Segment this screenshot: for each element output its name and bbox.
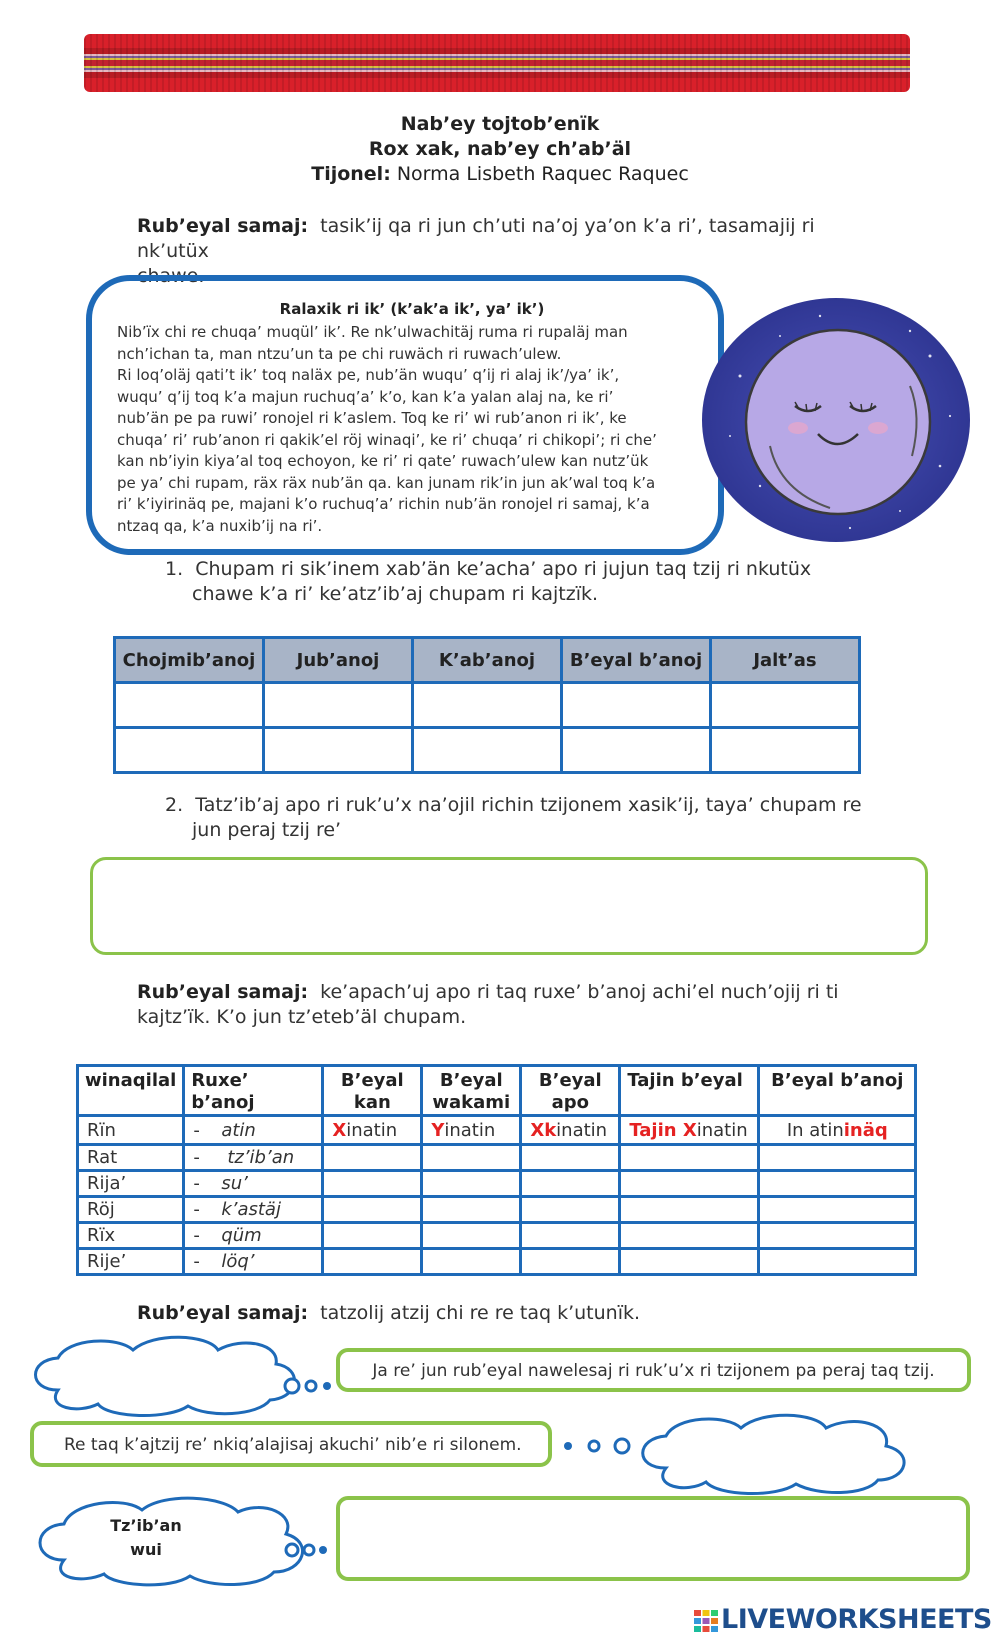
question-1-text-cont: chawe k’a ri’ ke’atz’ib’aj chupam ri kajtzïk. [192, 583, 599, 605]
question-1-text: Chupam ri sik’inem xab’än ke’acha’ apo ri jujun taq tzij ri nkutüx [195, 558, 812, 580]
table-row [78, 1249, 916, 1275]
root-cell [184, 1171, 323, 1197]
pronoun-cell: Rije’ [78, 1249, 184, 1275]
answer-cell[interactable] [521, 1145, 620, 1171]
instruction-2 [137, 980, 877, 1030]
question-2-number: 2. [165, 794, 184, 816]
pronoun-cell: Rïx [78, 1223, 184, 1249]
instruction-2-text-cont: kajtz’ïk. K’o jun tz’eteb’äl chupam. [137, 1006, 467, 1028]
answer-cell[interactable] [759, 1223, 916, 1249]
pronoun-cell: Rija’ [78, 1171, 184, 1197]
example-kan [323, 1116, 422, 1145]
answer-cell[interactable] [711, 728, 860, 773]
table-row [78, 1197, 916, 1223]
answer-cell[interactable] [711, 683, 860, 728]
root-cell [184, 1116, 323, 1145]
pronoun-cell: Röj [78, 1197, 184, 1223]
example-rest: In atin [786, 1119, 844, 1141]
dash: - [193, 1173, 200, 1194]
answer-cell[interactable] [521, 1249, 620, 1275]
table2-header: Tajin b’eyal [620, 1066, 759, 1116]
table-row [78, 1171, 916, 1197]
instruction-3-label: Rub’eyal samaj: [137, 1302, 309, 1324]
reading-line: Nib’ïx chi re chuqa’ muqül’ ik’. Re nk’ulwachitäj ruma ri rupaläj man [117, 323, 628, 341]
answer-cell[interactable] [323, 1197, 422, 1223]
answer-cell[interactable] [422, 1145, 521, 1171]
answer-cell[interactable] [264, 728, 413, 773]
table1-header: Chojmib’anoj [115, 638, 264, 683]
example-prefix: Xk [530, 1119, 557, 1141]
answer-cell[interactable] [521, 1223, 620, 1249]
cloud-3-label-line1: Tz’ib’an [110, 1516, 182, 1535]
answer-cell[interactable] [562, 728, 711, 773]
instruction-2-text: ke’apach’uj apo ri taq ruxe’ b’anoj achi’el nuch’ojij ri ti [320, 981, 839, 1003]
answer-cell[interactable] [620, 1171, 759, 1197]
answer-cell[interactable] [620, 1223, 759, 1249]
worksheet-subtitle: Rox xak, nab’ey ch’ab’äl [368, 138, 632, 160]
reading-line: chuqa’ ri’ rub’anon ri qakik’el röj winaqi’, ke ri’ chuqa’ ri chikopi’; ri che’ [117, 430, 657, 449]
answer-cell[interactable] [422, 1171, 521, 1197]
root-word: atin [221, 1119, 256, 1141]
root-cell [184, 1223, 323, 1249]
example-tajin [620, 1116, 759, 1145]
example-prefix: Y [431, 1119, 445, 1141]
answer-cell[interactable] [422, 1249, 521, 1275]
root-word: tz’ib’an [227, 1147, 295, 1168]
table1-header: K’ab’anoj [413, 638, 562, 683]
pronoun-cell: Rat [78, 1145, 184, 1171]
question-1 [165, 557, 865, 607]
cloud-3-label [96, 1514, 196, 1562]
answer-cell[interactable] [323, 1171, 422, 1197]
dash: - [193, 1225, 200, 1246]
prompt-box-1 [336, 1348, 971, 1392]
table2-header: B’eyal wakami [422, 1066, 521, 1116]
reading-line: nch’ichan ta, man ntzu’un ta pe chi ruwäch ri ruwach’ulew. [117, 344, 562, 363]
reading-line: ri’ k’iyirinäq pe, majani k’o ruchuq’a’ richin nub’än ronojel ri samaj, k’a [117, 495, 650, 513]
teacher-label: Tijonel: [311, 163, 391, 185]
answer-cell[interactable] [759, 1171, 916, 1197]
word-classification-table [113, 636, 861, 774]
answer-cell[interactable] [323, 1145, 422, 1171]
table2-header: B’eyal b’anoj [759, 1066, 916, 1116]
answer-cell[interactable] [422, 1197, 521, 1223]
table2-header: B’eyal apo [521, 1066, 620, 1116]
reading-title: Ralaxik ri ik’ (k’ak’a ik’, ya’ ik’) [279, 300, 545, 318]
answer-cell[interactable] [562, 683, 711, 728]
instruction-1-text-cont: chawe. [137, 265, 205, 287]
moon-illustration [700, 296, 972, 544]
logo-icon [693, 1608, 719, 1634]
answer-cell[interactable] [620, 1249, 759, 1275]
answer-cell[interactable] [759, 1197, 916, 1223]
question-2-text-cont: jun peraj tzij re’ [192, 819, 342, 841]
root-word: qüm [221, 1225, 262, 1246]
answer-cloud-1[interactable] [18, 1330, 338, 1420]
prompt-text-1: Ja re’ jun rub’eyal nawelesaj ri ruk’u’x ri tzijonem pa peraj taq tzij. [372, 1361, 935, 1381]
answer-cell[interactable] [323, 1223, 422, 1249]
table1-header: Jalt’as [711, 638, 860, 683]
table2-header: winaqilal [78, 1066, 184, 1116]
answer-cell[interactable] [521, 1197, 620, 1223]
liveworksheets-logo [693, 1604, 992, 1635]
table-row [78, 1223, 916, 1249]
example-rest: inatin [444, 1119, 496, 1141]
question-1-number: 1. [165, 558, 184, 580]
answer-cell[interactable] [620, 1197, 759, 1223]
answer-cell[interactable] [115, 728, 264, 773]
dash: - [193, 1119, 200, 1141]
reading-line: Ri loq’oläj qati’t ik’ toq naläx pe, nub’än wuqu’ q’ij ri alaj ik’/ya’ ik’, [117, 366, 620, 384]
example-rest: inatin [556, 1119, 608, 1141]
root-cell [184, 1145, 323, 1171]
instruction-3 [137, 1301, 877, 1326]
answer-box-3[interactable] [336, 1496, 970, 1581]
main-idea-answer-box[interactable] [90, 857, 928, 955]
answer-cell[interactable] [115, 683, 264, 728]
reading-line: ntzaq qa, k’a nuxib’ij na ri’. [117, 516, 323, 535]
prompt-text-2: Re taq k’ajtzij re’ nkiq’alajisaj akuchi’ nib’e ri silonem. [64, 1435, 522, 1455]
root-word: k’astäj [221, 1199, 281, 1220]
example-suffix: inäq [843, 1119, 888, 1141]
example-wakami [422, 1116, 521, 1145]
answer-cell[interactable] [422, 1223, 521, 1249]
dash: - [193, 1251, 200, 1272]
example-prefix: Tajin X [629, 1119, 697, 1141]
table-row [78, 1145, 916, 1171]
verb-conjugation-table [76, 1064, 917, 1276]
instruction-2-label: Rub’eyal samaj: [137, 981, 309, 1003]
table2-header: B’eyal kan [323, 1066, 422, 1116]
reading-line: pe ya’ chi rupam, räx räx nub’än qa. kan junam rik’in jun ak’wal toq k’a [117, 473, 656, 492]
dash: - [193, 1199, 200, 1220]
answer-cell[interactable] [413, 728, 562, 773]
answer-cell[interactable] [620, 1145, 759, 1171]
reading-text [117, 322, 702, 537]
answer-cloud-2[interactable] [556, 1410, 916, 1500]
table-row [78, 1116, 916, 1145]
instruction-3-text: tatzolij atzij chi re re taq k’utunïk. [320, 1302, 641, 1324]
root-cell [184, 1197, 323, 1223]
example-prefix: X [332, 1119, 347, 1141]
reading-line: wuqu’ q’ij toq k’a majun ruchuq’a’ k’o, kan k’a yalan alaj na, ke ri’ [117, 387, 614, 406]
answer-cell[interactable] [264, 683, 413, 728]
instruction-1-label: Rub’eyal samaj: [137, 215, 309, 237]
table1-header: B’eyal b’anoj [562, 638, 711, 683]
reading-line: nub’än pe pa ruwi’ ronojel ri k’aslem. Toq ke ri’ wi rub’anon ri ik’, ke [117, 409, 627, 427]
dash: - [193, 1147, 200, 1168]
logo-text: LIVEWORKSHEETS [721, 1604, 992, 1635]
answer-cell[interactable] [521, 1171, 620, 1197]
prompt-box-2 [30, 1421, 552, 1467]
example-rest: inatin [346, 1119, 398, 1141]
teacher-line [0, 163, 1000, 185]
example-apo [521, 1116, 620, 1145]
table1-header: Jub’anoj [264, 638, 413, 683]
pronoun-cell: Rïn [78, 1116, 184, 1145]
instruction-1-text: tasik’ij qa ri jun ch’uti na’oj ya’on k’a ri’, tasamajij ri nk’utüx [137, 215, 815, 262]
worksheet-title: Nab’ey tojtob’enïk [400, 113, 600, 135]
question-2 [165, 793, 885, 843]
answer-cell[interactable] [323, 1249, 422, 1275]
answer-cell[interactable] [413, 683, 562, 728]
root-cell [184, 1249, 323, 1275]
answer-cell[interactable] [759, 1145, 916, 1171]
cloud-3-label-line2: wui [130, 1540, 162, 1559]
question-2-text: Tatz’ib’aj apo ri ruk’u’x na’ojil richin tzijonem xasik’ij, taya’ chupam re [195, 794, 862, 816]
decorative-banner [84, 34, 910, 92]
example-banoj [759, 1116, 916, 1145]
root-word: su’ [221, 1173, 248, 1194]
example-rest: inatin [696, 1119, 748, 1141]
table2-header: Ruxe’ b’anoj [184, 1066, 323, 1116]
reading-line: kan nb’iyin kiya’al toq echoyon, ke ri’ ri qate’ ruwach’ulew kan nutz’ük [117, 452, 649, 470]
answer-cell[interactable] [759, 1249, 916, 1275]
root-word: löq’ [221, 1251, 255, 1272]
teacher-name: Norma Lisbeth Raquec Raquec [396, 163, 689, 185]
